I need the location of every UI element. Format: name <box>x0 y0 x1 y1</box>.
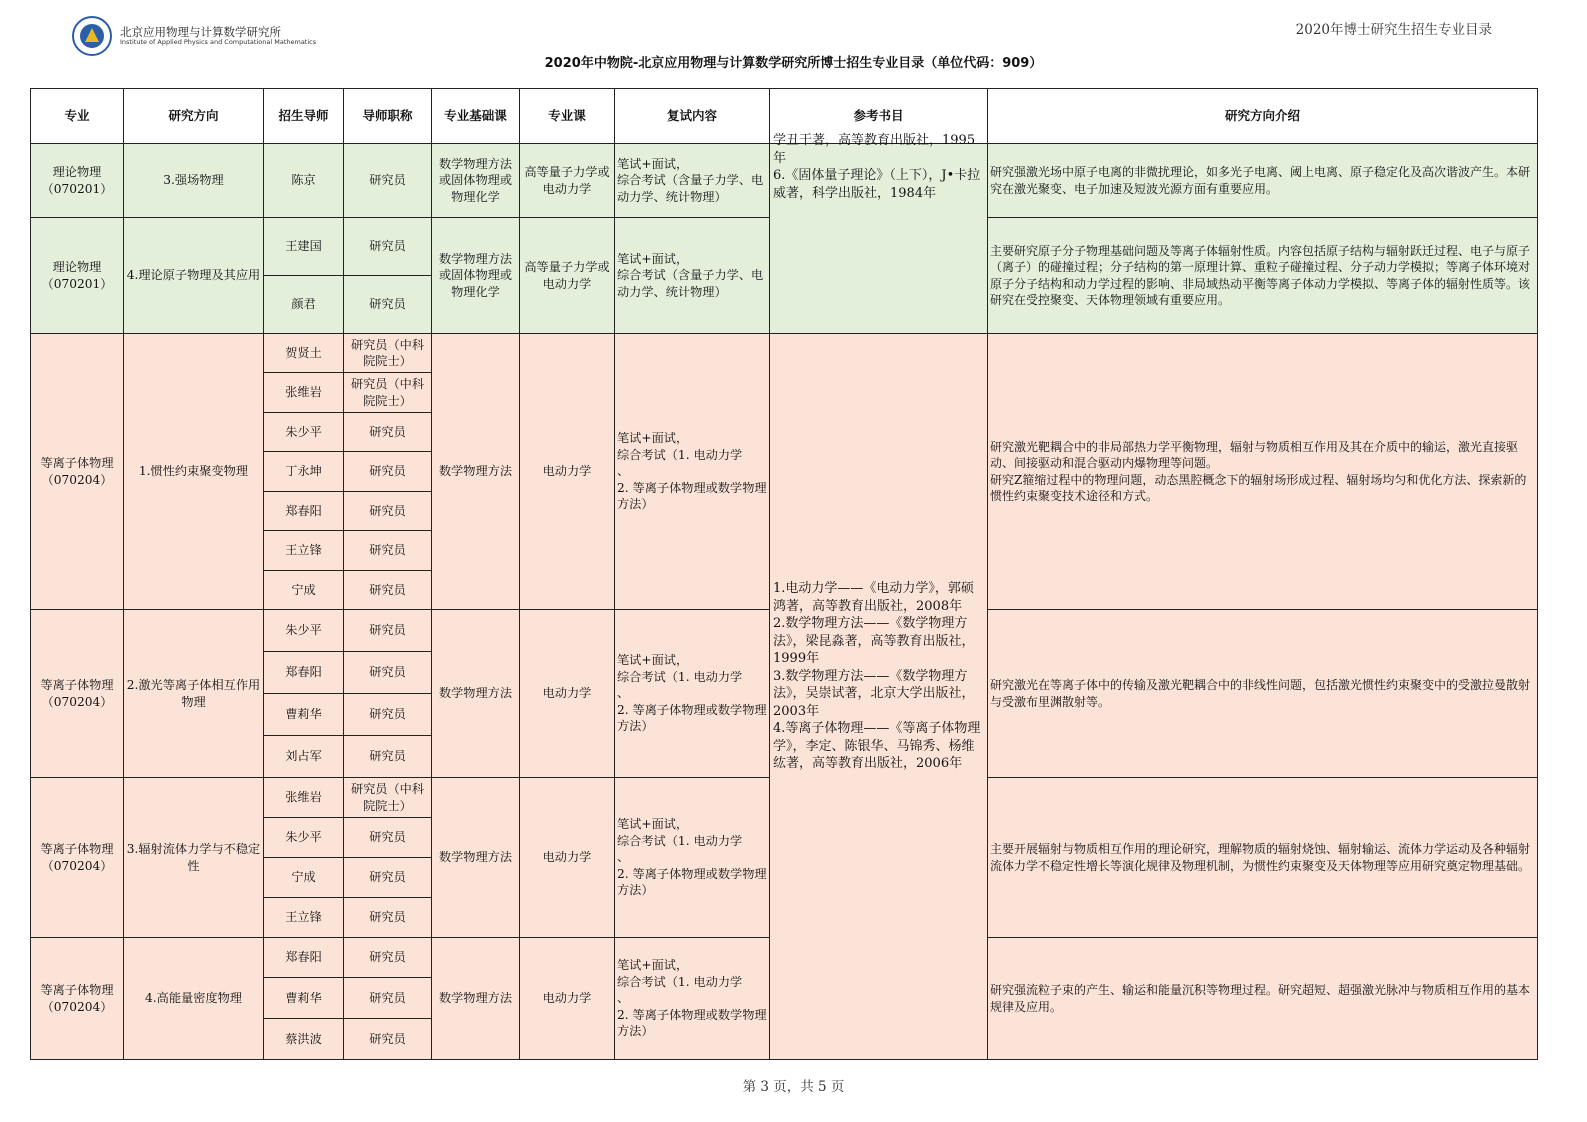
direction-cell: 1.惯性约束聚变物理 <box>124 334 264 610</box>
major-cell: 理论物理 （070201） <box>31 144 124 218</box>
advisor-name-cell: 丁永坤 <box>264 452 344 492</box>
basic-course-cell: 数学物理方法或固体物理或物理化学 <box>432 144 520 218</box>
advisor-title-cell: 研究员 <box>344 218 432 276</box>
advisor-title-cell: 研究员（中科院院士） <box>344 373 432 413</box>
advisor-title-cell: 研究员 <box>344 858 432 898</box>
advisor-name-cell: 宁成 <box>264 858 344 898</box>
advisor-name-cell: 陈京 <box>264 144 344 218</box>
major-course-cell: 电动力学 <box>520 778 615 938</box>
major-cell: 等离子体物理 （070204） <box>31 334 124 610</box>
advisor-title-cell: 研究员 <box>344 818 432 858</box>
advisor-title-cell: 研究员 <box>344 144 432 218</box>
major-course-cell: 高等量子力学或电动力学 <box>520 144 615 218</box>
advisor-title-cell: 研究员 <box>344 736 432 778</box>
basic-course-cell: 数学物理方法 <box>432 938 520 1060</box>
page-footer: 第 3 页，共 5 页 <box>742 1079 845 1095</box>
advisor-title-cell: 研究员 <box>344 531 432 571</box>
advisor-title-cell: 研究员 <box>344 610 432 652</box>
intro-cell: 主要研究原子分子物理基础问题及等离子体辐射性质。内容包括原子结构与辐射跃迁过程、电子与原子（离子）的碰撞过程；分子结构的第一原理计算、重粒子碰撞过程、分子动力学模拟；等离子体环境对原子分子结构和动力学过程的影响、非局域热动平衡等离子体动力学模拟、等离子体的辐射性质等。该研究在受控聚变、天体物理领域有重要应用。 <box>988 218 1538 334</box>
advisor-title-cell: 研究员 <box>344 694 432 736</box>
advisor-title-cell: 研究员 <box>344 978 432 1019</box>
col-header-references: 参考书目 <box>770 89 988 144</box>
catalog-table <box>30 88 1538 1060</box>
advisor-name-cell: 曹莉华 <box>264 978 344 1019</box>
direction-cell: 3.强场物理 <box>124 144 264 218</box>
col-header-direction: 研究方向 <box>124 89 264 144</box>
advisor-title-cell: 研究员（中科院院士） <box>344 334 432 373</box>
major-cell: 等离子体物理 （070204） <box>31 610 124 778</box>
advisor-title-cell: 研究员 <box>344 571 432 610</box>
advisor-name-cell: 刘占军 <box>264 736 344 778</box>
advisor-title-cell: 研究员（中科院院士） <box>344 778 432 818</box>
references-text-bottom: 1.电动力学——《电动力学》，郭硕鸿著，高等教育出版社，2008年 2.数学物理方法——《数学物理方法》，梁昆淼著，高等教育出版社，1999年 3.数学物理方法——《数学物理方法》，吴崇试著，北京大学出版社，2003年 4.等离子体物理——《等离子体物理学》，李定、陈银华、马锦秀、杨维纮著，高等教育出版社，2006年 <box>773 581 981 772</box>
advisor-name-cell: 贺贤土 <box>264 334 344 373</box>
col-header-intro: 研究方向介绍 <box>988 89 1538 144</box>
advisor-title-cell: 研究员 <box>344 898 432 938</box>
advisor-title-cell: 研究员 <box>344 452 432 492</box>
col-header-retest: 复试内容 <box>615 89 770 144</box>
advisor-title-cell: 研究员 <box>344 492 432 531</box>
retest-cell: 笔试+面试， 综合考试（含量子力学、电动力学、统计物理） <box>615 144 770 218</box>
major-course-cell: 电动力学 <box>520 334 615 610</box>
direction-cell: 2.激光等离子体相互作用物理 <box>124 610 264 778</box>
retest-cell: 笔试+面试， 综合考试（1. 电动力学 、 2. 等离子体物理或数学物理方法） <box>615 938 770 1060</box>
advisor-name-cell: 郑春阳 <box>264 652 344 694</box>
basic-course-cell: 数学物理方法 <box>432 334 520 610</box>
advisor-name-cell: 颜君 <box>264 276 344 334</box>
advisor-name-cell: 郑春阳 <box>264 938 344 978</box>
col-header-advisor: 招生导师 <box>264 89 344 144</box>
advisor-title-cell: 研究员 <box>344 652 432 694</box>
advisor-name-cell: 张维岩 <box>264 778 344 818</box>
intro-cell: 研究激光靶耦合中的非局部热力学平衡物理，辐射与物质相互作用及其在介质中的输运，激光直接驱动、间接驱动和混合驱动内爆物理等问题。 研究Z箍缩过程中的物理问题，动态黑腔概念下的辐射场形成过程、辐射场均匀和优化方法、探索新的惯性约束聚变技术途径和方式。 <box>988 334 1538 610</box>
direction-cell: 4.高能量密度物理 <box>124 938 264 1060</box>
advisor-title-cell: 研究员 <box>344 1019 432 1060</box>
col-header-basic-course: 专业基础课 <box>432 89 520 144</box>
basic-course-cell: 数学物理方法 <box>432 778 520 938</box>
document-title: 2020年中物院-北京应用物理与计算数学研究所博士招生专业目录（单位代码：909） <box>544 56 1043 71</box>
header-right-title: 2020年博士研究生招生专业目录 <box>1295 22 1492 38</box>
col-header-major-course: 专业课 <box>520 89 615 144</box>
advisor-name-cell: 张维岩 <box>264 373 344 413</box>
retest-cell: 笔试+面试， 综合考试（1. 电动力学 、 2. 等离子体物理或数学物理方法） <box>615 778 770 938</box>
references-text-top: 学丑干著，高等教育出版社，1995年 6.《固体量子理论》（上下），J•卡拉威著，科学出版社，1984年 <box>773 133 981 201</box>
col-header-advisor-title: 导师职称 <box>344 89 432 144</box>
references-cell <box>770 334 988 1060</box>
major-cell: 等离子体物理 （070204） <box>31 938 124 1060</box>
intro-cell: 研究强流粒子束的产生、输运和能量沉积等物理过程。研究超短、超强激光脉冲与物质相互作用的基本规律及应用。 <box>988 938 1538 1060</box>
basic-course-cell: 数学物理方法或固体物理或物理化学 <box>432 218 520 334</box>
advisor-name-cell: 王立锋 <box>264 898 344 938</box>
retest-cell: 笔试+面试， 综合考试（1. 电动力学 、 2. 等离子体物理或数学物理方法） <box>615 610 770 778</box>
advisor-name-cell: 曹莉华 <box>264 694 344 736</box>
intro-cell: 研究强激光场中原子电离的非微扰理论，如多光子电离、阈上电离、原子稳定化及高次谐波产生。本研究在激光聚变、电子加速及短波光源方面有重要应用。 <box>988 144 1538 218</box>
advisor-name-cell: 王建国 <box>264 218 344 276</box>
major-cell: 理论物理 （070201） <box>31 218 124 334</box>
major-course-cell: 电动力学 <box>520 610 615 778</box>
advisor-title-cell: 研究员 <box>344 276 432 334</box>
advisor-name-cell: 朱少平 <box>264 818 344 858</box>
retest-cell: 笔试+面试， 综合考试（1. 电动力学 、 2. 等离子体物理或数学物理方法） <box>615 334 770 610</box>
institute-emblem-icon <box>72 16 112 56</box>
intro-cell: 主要开展辐射与物质相互作用的理论研究，理解物质的辐射烧蚀、辐射输运、流体力学运动及各种辐射流体力学不稳定性增长等演化规律及物理机制，为惯性约束聚变及天体物理等应用研究奠定物理基础。 <box>988 778 1538 938</box>
advisor-name-cell: 郑春阳 <box>264 492 344 531</box>
advisor-name-cell: 蔡洪波 <box>264 1019 344 1060</box>
major-course-cell: 电动力学 <box>520 938 615 1060</box>
advisor-name-cell: 朱少平 <box>264 413 344 452</box>
direction-cell: 3.辐射流体力学与不稳定性 <box>124 778 264 938</box>
intro-cell: 研究激光在等离子体中的传输及激光靶耦合中的非线性问题，包括激光惯性约束聚变中的受激拉曼散射与受激布里渊散射等。 <box>988 610 1538 778</box>
col-header-major: 专业 <box>31 89 124 144</box>
advisor-name-cell: 朱少平 <box>264 610 344 652</box>
logo-chinese-name: 北京应用物理与计算数学研究所 <box>120 24 281 39</box>
advisor-name-cell: 王立锋 <box>264 531 344 571</box>
major-course-cell: 高等量子力学或电动力学 <box>520 218 615 334</box>
references-cell <box>770 133 988 334</box>
advisor-title-cell: 研究员 <box>344 413 432 452</box>
major-cell: 等离子体物理 （070204） <box>31 778 124 938</box>
logo-english-name: Institute of Applied Physics and Computational Mathematics <box>120 37 317 46</box>
advisor-name-cell: 宁成 <box>264 571 344 610</box>
retest-cell: 笔试+面试， 综合考试（含量子力学、电动力学、统计物理） <box>615 218 770 334</box>
advisor-title-cell: 研究员 <box>344 938 432 978</box>
table-row <box>31 144 1538 218</box>
table-row <box>31 334 1538 373</box>
basic-course-cell: 数学物理方法 <box>432 610 520 778</box>
direction-cell: 4.理论原子物理及其应用 <box>124 218 264 334</box>
